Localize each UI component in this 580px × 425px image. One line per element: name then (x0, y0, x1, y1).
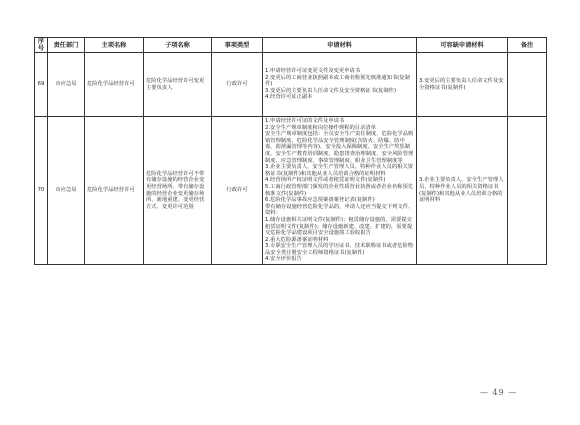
row-sub-item (144, 117, 212, 265)
row-no: 69 (35, 53, 48, 117)
row-optional (417, 117, 508, 265)
row-materials (263, 117, 417, 265)
page-number: — 49 — (480, 388, 518, 397)
header-type: 事项类型 (212, 38, 263, 53)
header-dept: 责任部门 (48, 38, 85, 53)
row-main-item (85, 53, 144, 117)
row-type: 行政许可 (212, 53, 263, 117)
row-optional (417, 53, 508, 117)
row-dept: 市应急局 (48, 117, 85, 265)
sub-item-text: 危险化学品经营许可不带有储存设施的经营企业变更经营场所、带有储存设施的经营企业变更储存场所、新地重建、变更经营方式、变更许可范围 (146, 170, 205, 210)
row-remark (508, 53, 547, 117)
row-materials (263, 53, 417, 117)
header-main-item: 主项名称 (85, 38, 144, 53)
header-no: 序号 (35, 38, 48, 53)
main-item-text: 危险化学品经营许可 (87, 81, 135, 88)
header-materials: 申请材料 (263, 38, 417, 53)
row-dept: 市应急局 (48, 53, 85, 117)
table-row (35, 53, 547, 117)
row-remark (508, 117, 547, 265)
sub-item-text: 危险化学品经营许可变更主要负责人 (146, 77, 205, 91)
table-header-row (35, 38, 547, 53)
row-main-item (85, 117, 144, 265)
header-remark: 备注 (508, 38, 547, 53)
approval-materials-table (34, 37, 547, 265)
optional-text: 3.企业主要负责人、安全生产管理人员、特种作业人员的相关资格证书(复制件)和其他从业人员培训合格的证明材料 (419, 177, 504, 204)
row-sub-item (144, 53, 212, 117)
table-row (35, 117, 547, 265)
materials-text: 1.申请经营许可证变更文件及变更申请书 2.变更后的工商营业执照副本或工商名称预先核准通知书(复制件) 3.变更后的主要负责人任命文件及安全资格证书(复制件) 4.经营许可证正副本 (265, 68, 410, 101)
row-type: 行政许可 (212, 117, 263, 265)
row-no: 70 (35, 117, 48, 265)
header-sub-item: 子项名称 (144, 38, 212, 53)
materials-text: 1.申请经营许可证的文件及申请书 2.安全生产规章制度和岗位操作规程的目录清单 安全生产规章制度包括：全员安全生产责任制度、危险化学品购销管理制度、危险化学品安全管理制度(含防火、防爆、防中毒、防泄漏管理等内容)、安全投入保障制度、安全生产奖惩制度、安全生产教育培训制度、隐患排查治理制度、安全风险管理制度、应急管理制度、事故管理制度、职业卫生管理制度等 3.企业主要负责人、安全生产管理人员、特种作业人员的相关资格证书(复制件)和其他从业人员培训合格的证明材料 4.经营场所产权证明文件或者租赁证明文件(复制件) 5.工商行政管理部门颁发的企业性质营业执照或者企业名称预先核准文件(复制件) 6.危险化学品事故应急预案备案登记表(复制件) 带有储存设施经营危险化学品的，申请人还应当提交下列文件、资料： 1.储存设施相关证明文件(复制件)；租赁储存设施的，需要提交租赁证明文件(复制件)；储存设施新建、改建、扩建的，需要提交危险化学品建设项目安全设施竣工验收报告 2.重大危险源备案证明材料 3.专职安全生产管理人员的学历证书、技术职称证书或者危险物品安全类注册安全工程师资格证书(复制件) 4.安全评价报告 (265, 118, 414, 263)
main-item-text: 危险化学品经营许可 (87, 187, 135, 194)
optional-text: 3.变更后的主要负责人任命文件及安全资格证书(复制件) (419, 77, 504, 91)
header-optional-materials: 可容缺申请材料 (417, 38, 508, 53)
